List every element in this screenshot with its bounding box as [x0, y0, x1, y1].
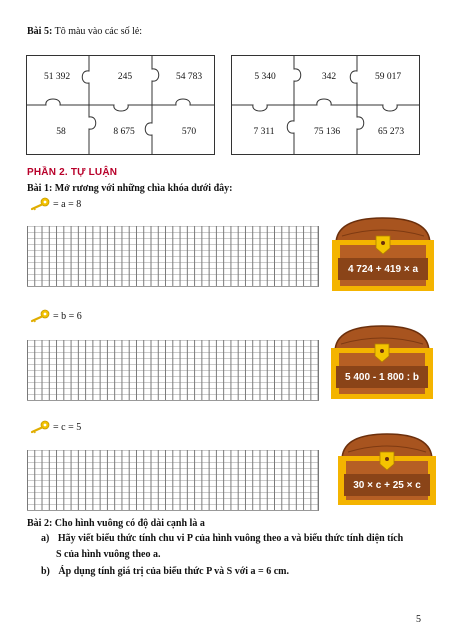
exercise-2-item-b — [41, 566, 289, 577]
puzzle-left-number[interactable]: 54 783 — [175, 72, 203, 82]
puzzle-left-number[interactable]: 245 — [117, 72, 133, 82]
exercise-1-title — [27, 183, 232, 194]
chest-icon — [338, 430, 436, 506]
key-label-c: = c = 5 — [53, 422, 82, 433]
puzzle-right-outline — [231, 55, 420, 155]
key-label-a: = a = 8 — [53, 199, 82, 210]
chest-expression: 5 400 - 1 800 : b — [345, 372, 419, 383]
exercise-5-text: Tô màu vào các số lẻ: — [54, 26, 143, 37]
key-icon — [29, 420, 51, 434]
key-label-b: = b = 6 — [53, 311, 82, 322]
puzzle-left-number[interactable]: 58 — [56, 127, 66, 137]
item-text: Hãy viết biểu thức tính chu vi P của hình vuông theo a và biểu thức tính diện tích — [57, 533, 404, 544]
chest-icon — [330, 322, 434, 400]
puzzle-right-number[interactable]: 342 — [321, 72, 337, 82]
puzzle-right-number[interactable]: 7 311 — [253, 127, 275, 137]
item-text: S của hình vuông theo a. — [56, 549, 161, 560]
exercise-5-label: Bài 5: — [27, 26, 53, 37]
puzzle-left-outline — [26, 55, 215, 155]
exercise-2-item-a — [41, 533, 403, 544]
exercise-1-label: Bài 1: — [27, 183, 53, 194]
exercise-5-title — [27, 26, 142, 37]
key-icon — [29, 309, 51, 323]
exercise-2-title — [27, 518, 205, 529]
puzzle-right — [231, 55, 420, 155]
puzzle-left-number[interactable]: 8 675 — [113, 127, 135, 137]
answer-grid[interactable] — [27, 226, 319, 287]
answer-grid[interactable] — [27, 450, 319, 511]
puzzle-right-number[interactable]: 75 136 — [313, 127, 341, 137]
page-number: 5 — [416, 614, 421, 625]
item-marker: a) — [41, 533, 50, 544]
puzzle-left-number[interactable]: 51 392 — [43, 72, 71, 82]
puzzle-left-number[interactable]: 570 — [181, 127, 197, 137]
puzzle-right-number[interactable]: 59 017 — [374, 72, 402, 82]
exercise-2-label: Bài 2: — [27, 518, 53, 529]
item-marker: b) — [41, 566, 50, 577]
treasure-chest-b — [330, 322, 434, 400]
chest-expression: 4 724 + 419 × a — [347, 264, 419, 275]
treasure-chest-a — [332, 214, 434, 292]
exercise-2-text: Cho hình vuông có độ dài cạnh là a — [54, 518, 205, 529]
chest-expression: 30 × c + 25 × c — [353, 480, 421, 491]
chest-icon — [332, 214, 434, 292]
item-text: Áp dụng tính giá trị của biểu thức P và S với a = 6 cm. — [58, 566, 290, 577]
section-heading: PHẦN 2. TỰ LUẬN — [27, 167, 118, 178]
puzzle-right-number[interactable]: 5 340 — [254, 72, 276, 82]
puzzle-left — [26, 55, 215, 155]
key-icon — [29, 197, 51, 211]
answer-grid[interactable] — [27, 340, 319, 401]
treasure-chest-c — [338, 430, 436, 506]
exercise-1-text: Mở rương với những chìa khóa dưới đây: — [54, 183, 233, 194]
exercise-2-item-a-cont — [56, 549, 160, 560]
puzzle-right-number[interactable]: 65 273 — [377, 127, 405, 137]
